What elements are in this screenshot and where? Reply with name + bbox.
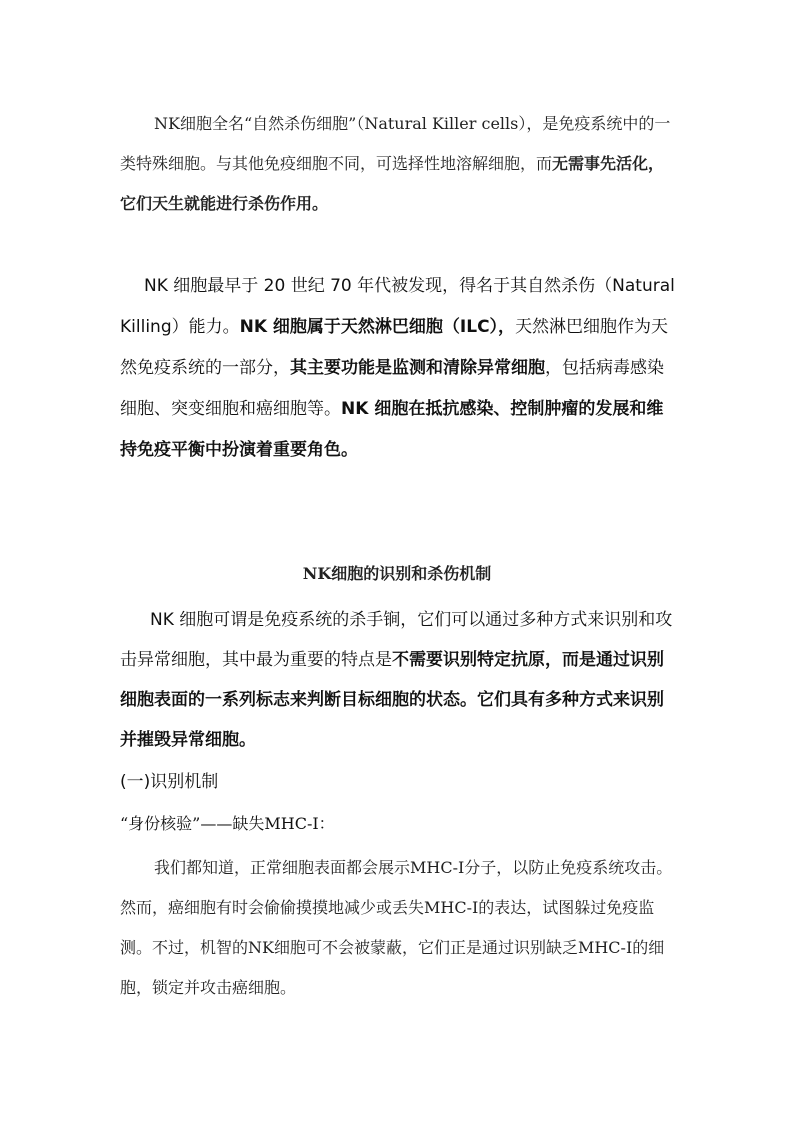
identity-check-subtitle: “身份核验”——缺失MHC-I： bbox=[120, 814, 335, 833]
mechanism-text: NK 细胞可谓是免疫系统的杀手锏，它们可以通过多种方式来识别和攻击异常细胞，其中最为重要的特点是 bbox=[120, 610, 673, 670]
intro-text: NK细胞全名“自然杀伤细胞”（Natural Killer cells），是免疫系统中的一类特殊细胞。与其他免疫细胞不同，可选择性地溶解细胞，而 bbox=[120, 114, 671, 173]
mechanism-bold-text: 不需要识别特定抗原，而是通过识别细胞表面的一系列标志来判断目标细胞的状态。它们具有多种方式来识别并摧毁异常细胞。 bbox=[120, 650, 664, 750]
history-bold-3: NK 细胞在抵抗感染、控制肿瘤的发展和维持免疫平衡中扮演着重要角色。 bbox=[120, 399, 664, 460]
section-heading: NK细胞的识别和杀伤机制 bbox=[302, 564, 492, 583]
mechanism-paragraph bbox=[120, 600, 680, 760]
history-bold-2: 其主要功能是监测和清除异常细胞 bbox=[290, 358, 545, 378]
history-paragraph bbox=[120, 266, 680, 471]
intro-paragraph bbox=[120, 104, 680, 224]
recognition-section-title: (一)识别机制 bbox=[120, 772, 219, 792]
history-bold-1: NK 细胞属于天然淋巴细胞（ILC）， bbox=[239, 317, 516, 337]
mhc-paragraph bbox=[120, 848, 680, 1008]
history-text-1: NK 细胞最早于 20 世纪 70 年代被发现，得名于其自然杀伤（Natural Killing）能力。 bbox=[120, 276, 675, 337]
history-text-3: ，包括病毒感染细胞、突变细胞和癌细胞等。 bbox=[120, 358, 664, 419]
intro-bold-text: 无需事先活化，它们天生就能进行杀伤作用。 bbox=[120, 154, 665, 213]
mhc-text: 我们都知道，正常细胞表面都会展示MHC-I分子，以防止免疫系统攻击。然而，癌细胞有时会偷偷摸摸地减少或丢失MHC-I的表达，试图躲过免疫监测。不过，机智的NK细胞可不会被蒙蔽，它们正是通过识别缺乏MHC-I的细胞，锁定并攻击癌细胞。 bbox=[120, 858, 673, 997]
history-text-2: 天然淋巴细胞作为天然免疫系统的一部分， bbox=[120, 317, 669, 378]
